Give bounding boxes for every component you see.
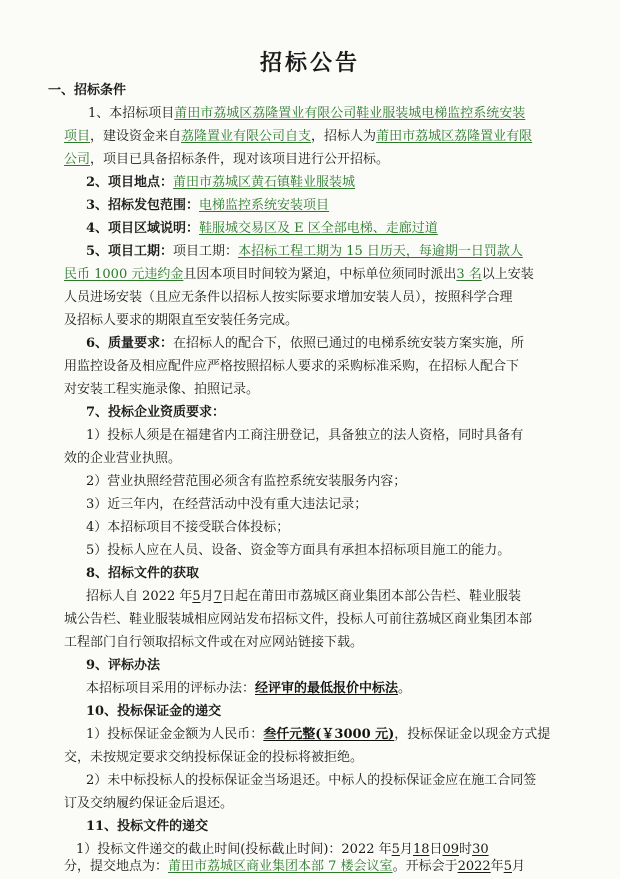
text: 以上安装 bbox=[481, 267, 534, 282]
text: 。开标会于 bbox=[392, 859, 458, 874]
page-title: 招标公告 bbox=[259, 50, 360, 76]
section-5-line-3: 人员进场安装（且应无条件以招标人按实际要求增加安装人员），按照科学合理 bbox=[64, 290, 513, 305]
deadline-minute: 30 bbox=[472, 842, 489, 857]
section-11-line-2 bbox=[64, 854, 584, 879]
section-7-item-2: 2）营业执照经营范围必须含有监控系统安装服务内容； bbox=[86, 474, 407, 489]
section-2 bbox=[86, 170, 606, 195]
day: 7 bbox=[213, 589, 222, 604]
text: 月 bbox=[511, 859, 525, 874]
section-1-line-2 bbox=[64, 124, 584, 149]
penalty: 民币 1000 元违约金 bbox=[64, 267, 184, 282]
section-6-label: 6、质量要求： bbox=[86, 336, 174, 351]
evaluation-method: 经评审的最低报价中标法 bbox=[255, 681, 399, 696]
section-6-line-1 bbox=[86, 331, 606, 356]
section-10-heading: 10、投标保证金的递交 bbox=[86, 704, 222, 719]
section-9-heading: 9、评标办法 bbox=[86, 658, 161, 673]
text: 招标人自 2022 年 bbox=[86, 589, 193, 604]
section-7-item-4: 4）本招标项目不接受联合体投标； bbox=[86, 520, 290, 535]
section-8-line-2: 城公告栏、鞋业服装城相应网站发布招标文件，投标人可前往荔城区商业集团本部 bbox=[64, 612, 533, 627]
text: 时 bbox=[459, 842, 473, 857]
text: 。 bbox=[398, 681, 412, 696]
section-10-line-1 bbox=[86, 722, 606, 747]
text: 项目工期： bbox=[173, 244, 239, 259]
section-11-heading: 11、投标文件的递交 bbox=[86, 819, 209, 834]
text: 日起在莆田市荔城区商业集团本部公告栏、鞋业服装 bbox=[221, 589, 521, 604]
section-7-item-1-cont: 效的企业营业执照。 bbox=[64, 451, 182, 466]
tender-scope: 电梯监控系统安装项目 bbox=[199, 198, 330, 213]
section-10-line-2: 交，未按规定要求交纳投标保证金的投标将被拒绝。 bbox=[64, 750, 364, 765]
project-location: 莆田市荔城区黄石镇鞋业服装城 bbox=[173, 175, 356, 190]
text: 1）投标保证金金额为人民币： bbox=[86, 727, 264, 742]
submission-location: 莆田市荔城区商业集团本部 7 楼会议室 bbox=[168, 859, 393, 874]
section-1-line-1 bbox=[88, 101, 608, 126]
deadline-month: 5 bbox=[391, 842, 400, 857]
opening-year: 2022 bbox=[457, 859, 491, 874]
section-1-line-3 bbox=[64, 147, 584, 172]
section-5-line-2 bbox=[64, 262, 584, 287]
text: ，投标保证金以现金方式提 bbox=[394, 727, 551, 742]
text: 年 bbox=[490, 859, 504, 874]
opening-month: 5 bbox=[503, 859, 512, 874]
section-9-line-1 bbox=[86, 676, 606, 701]
section-3-label: 3、招标发包范围： bbox=[86, 198, 200, 213]
deposit-amount: 叁仟元整(￥3000 元) bbox=[263, 727, 395, 742]
section-4-label: 4、项目区域说明： bbox=[86, 221, 200, 236]
text: ，招标人为 bbox=[311, 129, 377, 144]
staff-count: 3 名 bbox=[456, 267, 482, 282]
section-7-item-5: 5）投标人应在人员、设备、资金等方面具有承担本招标项目施工的能力。 bbox=[86, 543, 511, 558]
tenderer-name-end: 公司 bbox=[64, 152, 91, 167]
section-5-label: 5、项目工期： bbox=[86, 244, 174, 259]
section-5-line-1 bbox=[86, 239, 606, 264]
text: 在招标人的配合下，依照已通过的电梯系统安装方案实施，所 bbox=[173, 336, 525, 351]
text: ，项目已具备招标条件，现对该项目进行公开招标。 bbox=[90, 152, 390, 167]
tenderer-name: 莆田市荔城区荔隆置业有限 bbox=[376, 129, 533, 144]
section-7-item-1: 1）投标人须是在福建省内工商注册登记，具备独立的法人资格，同时具备有 bbox=[86, 428, 524, 443]
text: 1）投标文件递交的截止时间(投标截止时间)：2022 年 bbox=[76, 842, 392, 857]
section-10-line-4: 订及交纳履约保证金后退还。 bbox=[64, 796, 234, 811]
text: ，建设资金来自 bbox=[90, 129, 182, 144]
section-8-line-3: 工程部门自行领取招标文件或在对应网站链接下载。 bbox=[64, 635, 364, 650]
deadline-hour: 09 bbox=[442, 842, 460, 857]
month: 5 bbox=[192, 589, 201, 604]
project-name: 莆田市荔城区荔隆置业有限公司鞋业服装城电梯监控系统安装 bbox=[174, 106, 526, 121]
text: 月 bbox=[399, 842, 413, 857]
duration-terms: 本招标工程工期为 15 日历天，每逾期一日罚款人 bbox=[238, 244, 523, 259]
section-5-line-4: 及招标人要求的期限直至安装任务完成。 bbox=[64, 313, 299, 328]
project-name-end: 项目 bbox=[64, 129, 91, 144]
area-description: 鞋服城交易区及 E 区全部电梯、走廊过道 bbox=[199, 221, 438, 236]
text: 日 bbox=[429, 842, 443, 857]
section-10-line-3: 2）未中标投标人的投标保证金当场退还。中标人的投标保证金应在施工合同签 bbox=[86, 773, 537, 788]
section-8-heading: 8、招标文件的获取 bbox=[86, 566, 200, 581]
fund-source: 荔隆置业有限公司自支 bbox=[181, 129, 312, 144]
section-8-line-1 bbox=[86, 584, 606, 609]
section-6-line-3: 对安装工程实施录像、拍照记录。 bbox=[64, 382, 260, 397]
deadline-day: 18 bbox=[412, 842, 430, 857]
text: 本招标项目采用的评标办法： bbox=[86, 681, 256, 696]
section-1-heading: 一、招标条件 bbox=[48, 83, 127, 98]
section-7-heading: 7、投标企业资质要求： bbox=[86, 405, 226, 420]
section-7-item-3: 3）近三年内，在经营活动中没有重大违法记录； bbox=[86, 497, 368, 512]
text: 且因本项目时间较为紧迫，中标单位须同时派出 bbox=[183, 267, 457, 282]
section-6-line-2: 用监控设备及相应配件应严格按照招标人要求的采购标准采购，在招标人配合下 bbox=[64, 359, 520, 374]
section-3 bbox=[86, 193, 606, 218]
section-4 bbox=[86, 216, 606, 241]
text: 分，提交地点为： bbox=[64, 859, 169, 874]
text: 月 bbox=[200, 589, 214, 604]
section-2-label: 2、项目地点： bbox=[86, 175, 174, 190]
text: 1、本招标项目 bbox=[88, 106, 175, 121]
